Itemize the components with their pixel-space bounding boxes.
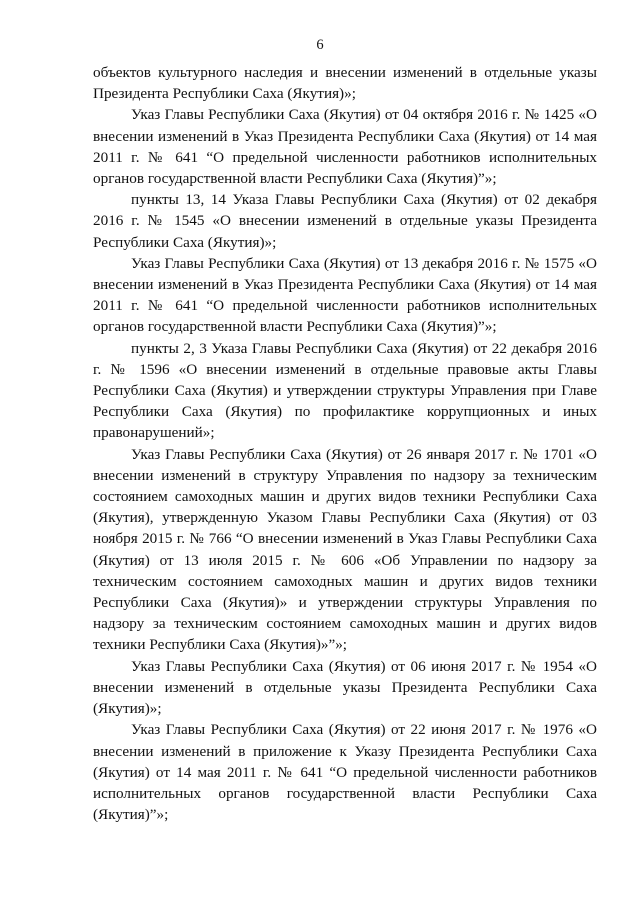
paragraph-decree-1575: Указ Главы Республики Саха (Якутия) от 13 декабря 2016 г. № 1575 «О внесении изменений в Указ Президента Республики Саха (Якутия) от 14 мая 2011 г. № 641 “О предельной численности работников исполнительных органов государственной власти Республики Саха (Якутия)”»;: [93, 254, 597, 336]
paragraph-decree-1596: пункты 2, 3 Указа Главы Республики Саха (Якутия) от 22 декабря 2016 г. № 1596 «О внесении изменений в отдельные правовые акты Главы Республики Саха (Якутия) и утверждении структуры Управления при Главе Республики Саха (Якутия) по профилактике коррупционных и иных правонарушений»;: [93, 339, 597, 442]
document-body: [93, 62, 597, 825]
paragraph-decree-1425: Указ Главы Республики Саха (Якутия) от 04 октября 2016 г. № 1425 «О внесении изменений в Указ Президента Республики Саха (Якутия) от 14 мая 2011 г. № 641 “О предельной численности работников исполнительных органов государственной власти Республики Саха (Якутия)”»;: [93, 106, 597, 188]
paragraph-decree-1954: Указ Главы Республики Саха (Якутия) от 06 июня 2017 г. № 1954 «О внесении изменений в отдельные указы Президента Республики Саха (Якутия)»;: [93, 657, 597, 718]
paragraph-decree-1976: Указ Главы Республики Саха (Якутия) от 22 июня 2017 г. № 1976 «О внесении изменений в приложение к Указу Президента Республики Саха (Якутия) от 14 мая 2011 г. № 641 “О предельной численности работников исполнительных органов государственной власти Республики Саха (Якутия)”»;: [93, 721, 597, 824]
paragraph-decree-1701: Указ Главы Республики Саха (Якутия) от 26 января 2017 г. № 1701 «О внесении изменений в структуру Управления по надзору за техническим состоянием самоходных машин и других видов техники Республики Саха (Якутия), утвержденную Указом Главы Республики Саха (Якутия) от 03 ноября 2015 г. № 766 “О внесении изменений в Указ Главы Республики Саха (Якутия) от 13 июля 2015 г. № 606 «Об Управлении по надзору за техническим состоянием самоходных машин и других видов техники Республики Саха (Якутия)» и утверждении структуры Управления по надзору за техническим состоянием самоходных машин и других видов техники Республики Саха (Якутия)»”»;: [93, 445, 597, 654]
page-number: 6: [316, 37, 324, 53]
paragraph-decree-1545: пункты 13, 14 Указа Главы Республики Саха (Якутия) от 02 декабря 2016 г. № 1545 «О внесении изменений в отдельные указы Президента Республики Саха (Якутия)»;: [93, 191, 597, 251]
paragraph-continuation: объектов культурного наследия и внесении изменений в отдельные указы Президента Республики Саха (Якутия)»;: [93, 64, 597, 103]
